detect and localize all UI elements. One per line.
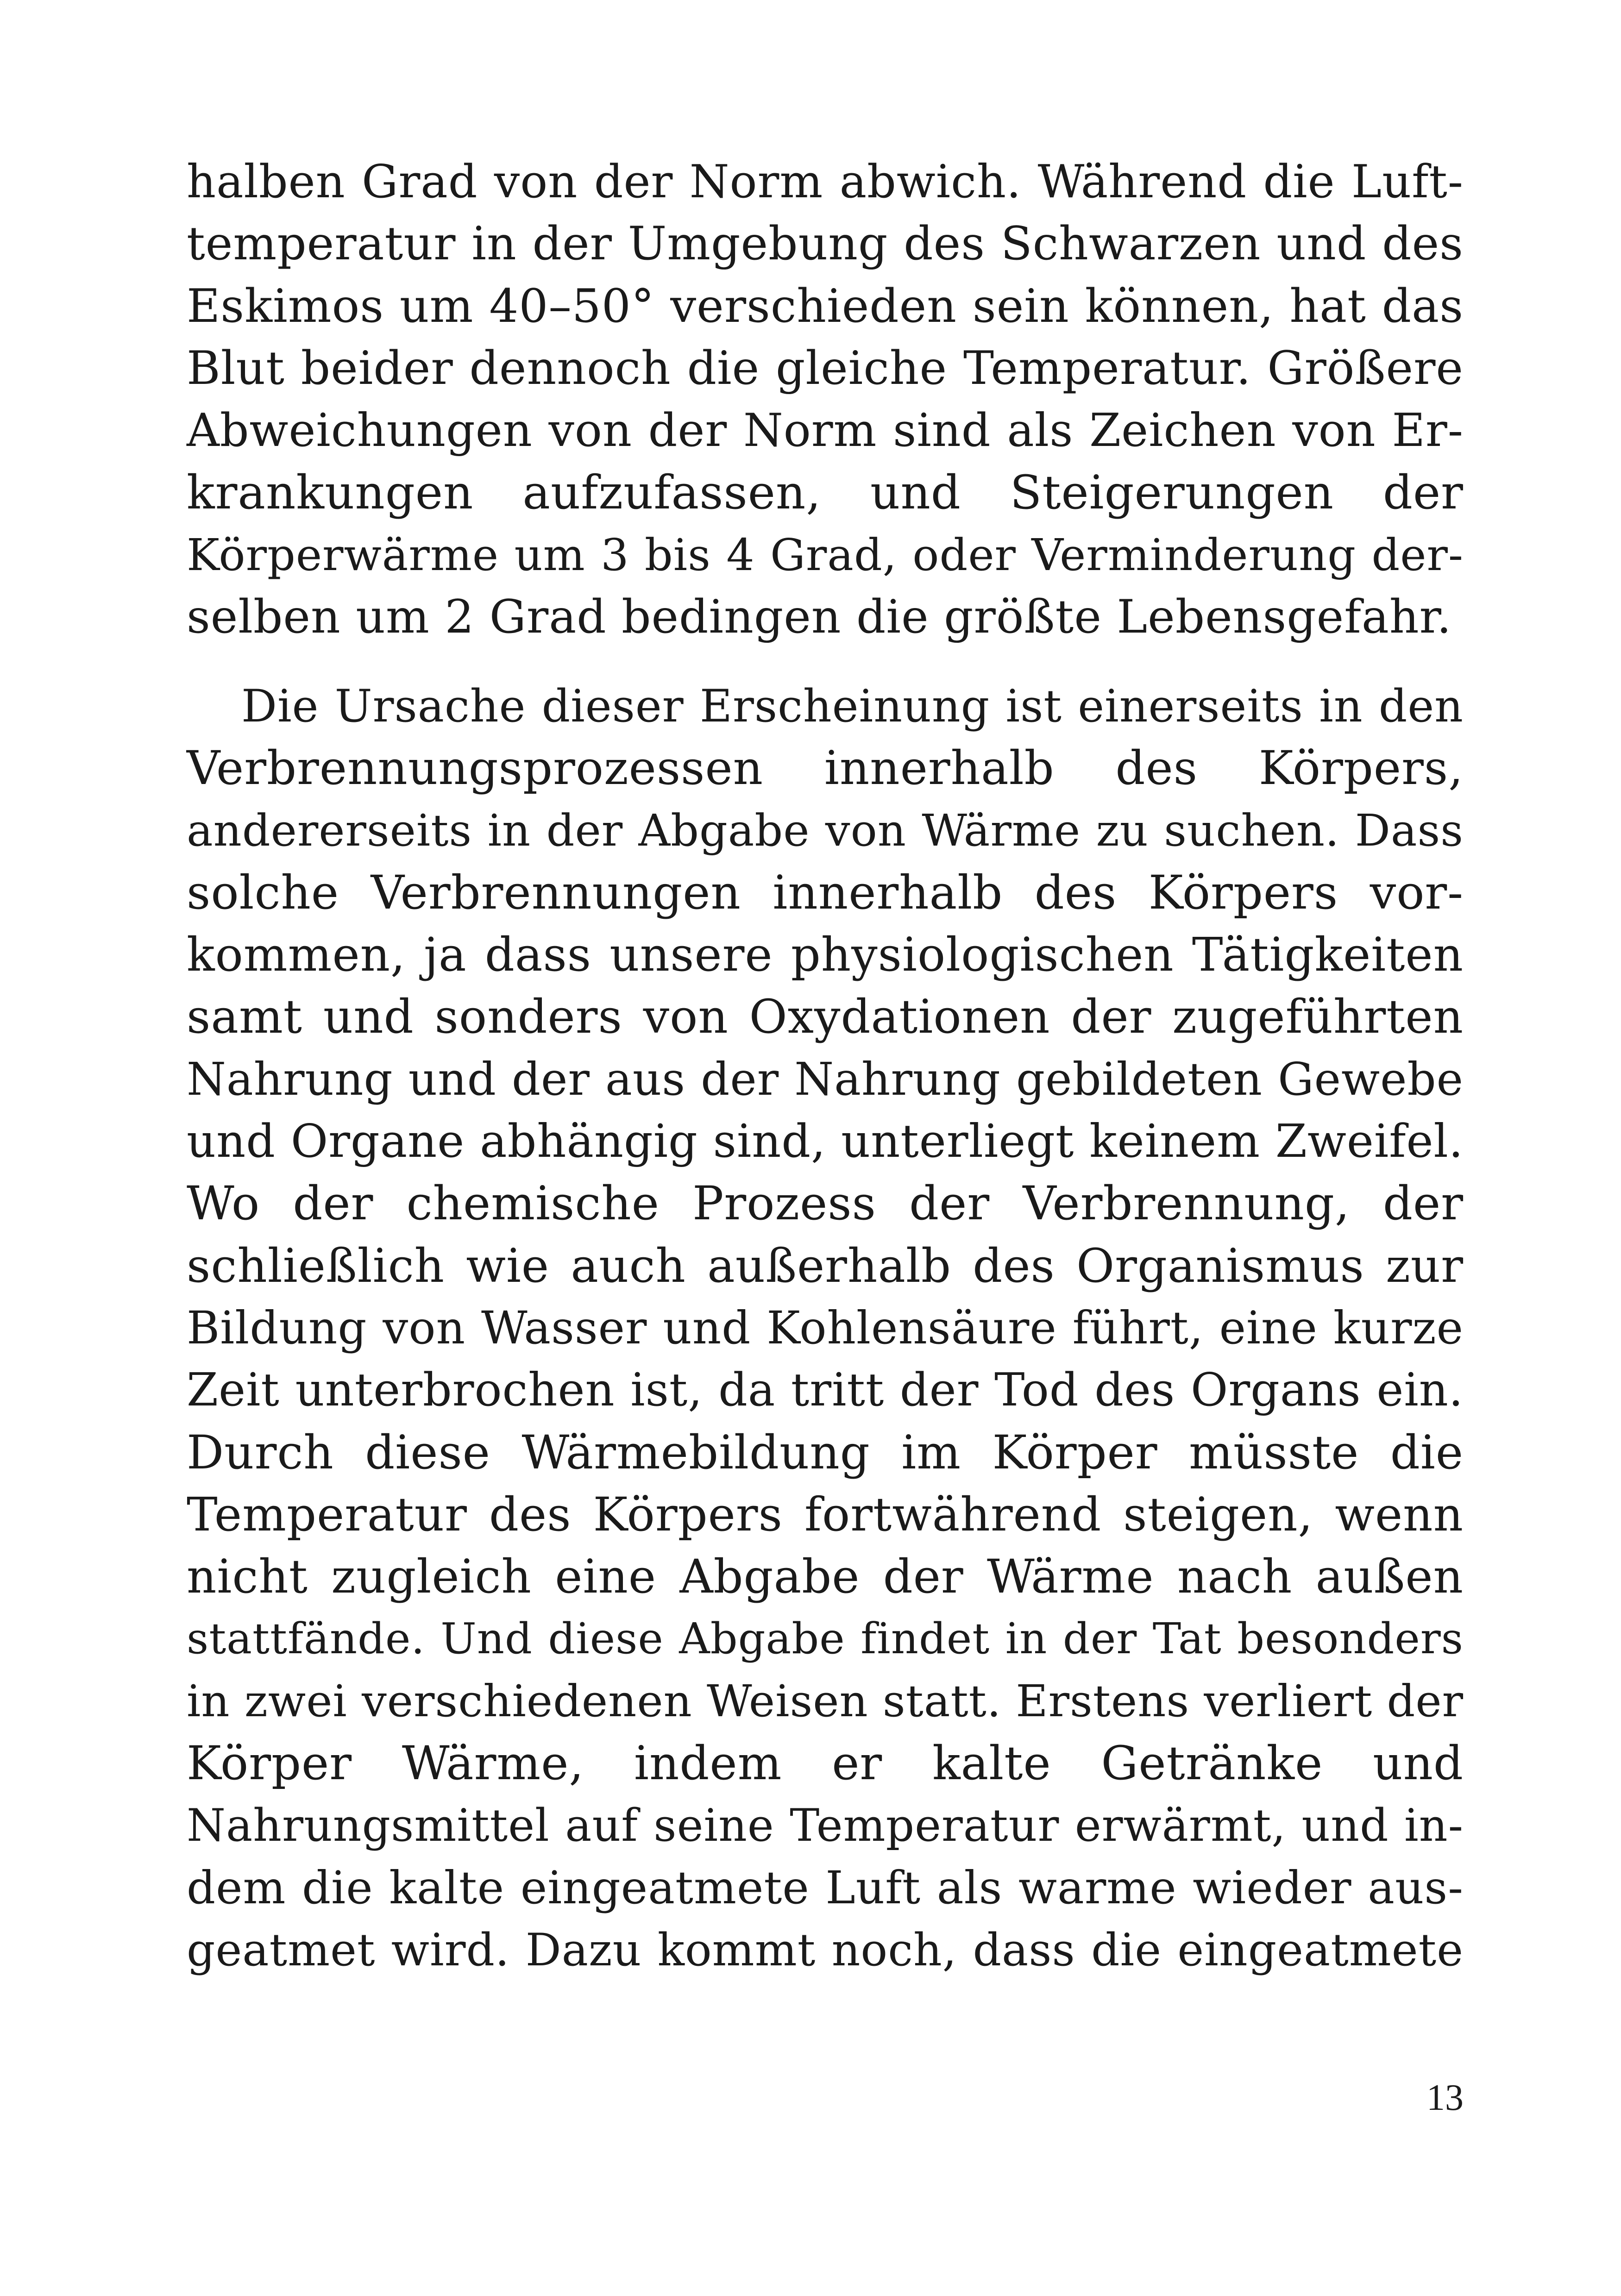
paragraph-1 — [187, 151, 1464, 648]
page-number: 13 — [1426, 2077, 1464, 2118]
text-line: samt und sonders von Oxydationen der zugeführten — [187, 990, 1464, 1044]
text-line: Körperwärme um 3 bis 4 Grad, oder Verminderung der- — [187, 529, 1464, 581]
text-line: solche Verbrennungen innerhalb des Körpers vor- — [187, 865, 1464, 920]
text-line: Eskimos um 40–50° verschieden sein können, hat das — [187, 279, 1464, 333]
text-line: Nahrung und der aus der Nahrung gebildeten Gewebe — [187, 1053, 1464, 1105]
text-line-indented: Die Ursache dieser Erscheinung ist einerseits in den — [241, 680, 1464, 732]
text-line: Durch diese Wärmebildung im Körper müsste die — [187, 1425, 1464, 1480]
text-line: kommen, ja dass unsere physiologischen Tätigkeiten — [187, 928, 1464, 982]
text-line: und Organe abhängig sind, unterliegt keinem Zweifel. — [187, 1115, 1464, 1168]
text-line: Blut beider dennoch die gleiche Temperatur. Größere — [187, 341, 1464, 395]
text-line: temperatur in der Umgebung des Schwarzen und des — [187, 217, 1464, 271]
paragraph-2 — [187, 675, 1464, 1981]
text-line: nicht zugleich eine Abgabe der Wärme nach außen — [187, 1549, 1464, 1604]
text-line: Abweichungen von der Norm sind als Zeichen von Er- — [187, 404, 1464, 458]
text-line: geatmet wird. Dazu kommt noch, dass die eingeatmete — [187, 1924, 1464, 1976]
text-line: Nahrungsmittel auf seine Temperatur erwärmt, und in- — [187, 1800, 1464, 1852]
text-line: krankungen aufzufassen, und Steigerungen der — [187, 465, 1464, 520]
text-line: Verbrennungsprozessen innerhalb des Körpers, — [187, 741, 1464, 796]
text-line: andererseits in der Abgabe von Wärme zu suchen. Dass — [187, 805, 1464, 856]
text-line: halben Grad von der Norm abwich. Während die Luft- — [187, 156, 1464, 208]
text-line: Temperatur des Körpers fortwährend steigen, wenn — [187, 1487, 1464, 1542]
text-line: in zwei verschiedenen Weisen statt. Erstens verliert der — [187, 1675, 1464, 1727]
text-line: Körper Wärme, indem er kalte Getränke und — [187, 1736, 1464, 1791]
text-line: dem die kalte eingeatmete Luft als warme wieder aus- — [187, 1861, 1464, 1914]
text-line: Wo der chemische Prozess der Verbrennung, der — [187, 1176, 1464, 1231]
text-line: schließlich wie auch außerhalb des Organismus zur — [187, 1238, 1464, 1293]
text-line: Zeit unterbrochen ist, da tritt der Tod des Organs ein. — [187, 1364, 1464, 1417]
text-line: Bildung von Wasser und Kohlensäure führt, eine kurze — [187, 1301, 1464, 1354]
text-line: stattfände. Und diese Abgabe findet in der Tat besonders — [187, 1614, 1464, 1664]
text-line-last: selben um 2 Grad bedingen die größte Lebensgefahr. — [187, 590, 1452, 644]
